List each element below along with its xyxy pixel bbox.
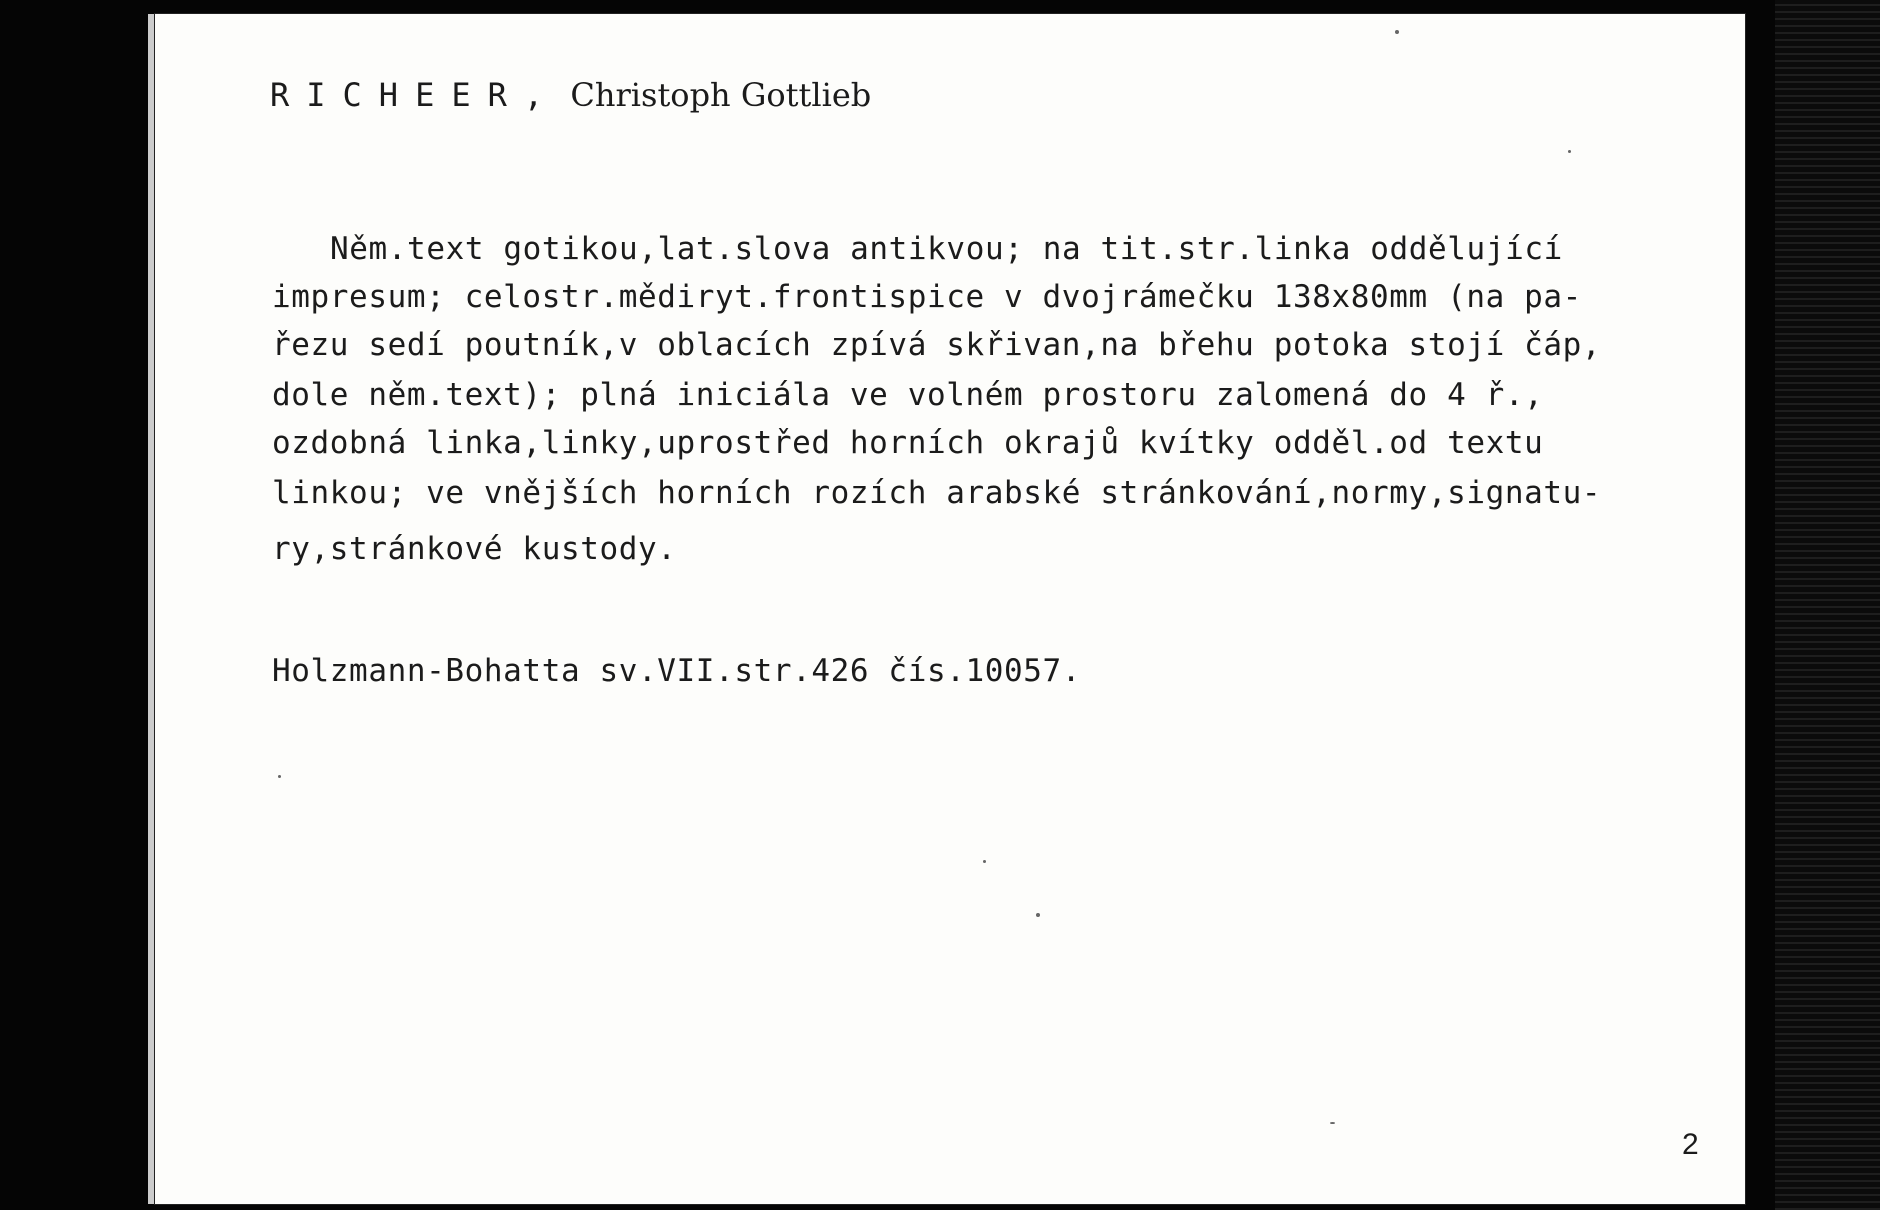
scan-speck <box>1330 1122 1335 1124</box>
description-line-3: řezu sedí poutník,v oblacích zpívá skřivan,na břehu potoka stojí čáp, <box>272 327 1602 363</box>
film-edge-strip <box>1775 0 1880 1210</box>
description-line-2: impresum; celostr.mědiryt.frontispice v dvojrámečku 138x80mm (na pa- <box>272 279 1582 315</box>
card-heading <box>270 76 871 114</box>
description-line-5: ozdobná linka,linky,uprostřed horních okrajů kvítky odděl.od textu <box>272 425 1544 461</box>
description-line-1: Něm.text gotikou,lat.slova antikvou; na tit.str.linka oddělující <box>330 231 1563 267</box>
scan-speck <box>983 860 986 863</box>
page-number: 2 <box>1682 1128 1699 1161</box>
catalog-card <box>155 14 1745 1204</box>
bibliographic-reference: Holzmann-Bohatta sv.VII.str.426 čís.10057. <box>272 653 1082 689</box>
description-line-4: dole něm.text); plná iniciála ve volném prostoru zalomená do 4 ř., <box>272 377 1544 413</box>
scan-speck <box>278 775 281 778</box>
heading-surname: RICHEER <box>270 76 524 114</box>
scan-speck <box>1568 150 1571 153</box>
description-line-7: ry,stránkové kustody. <box>272 531 677 567</box>
scan-speck <box>1395 30 1399 34</box>
scan-speck <box>1036 913 1040 917</box>
heading-separator: , <box>523 76 545 114</box>
heading-given-names: Christoph Gottlieb <box>570 76 872 114</box>
description-line-6: linkou; ve vnějších horních rozích arabské stránkování,normy,signatu- <box>272 475 1602 511</box>
